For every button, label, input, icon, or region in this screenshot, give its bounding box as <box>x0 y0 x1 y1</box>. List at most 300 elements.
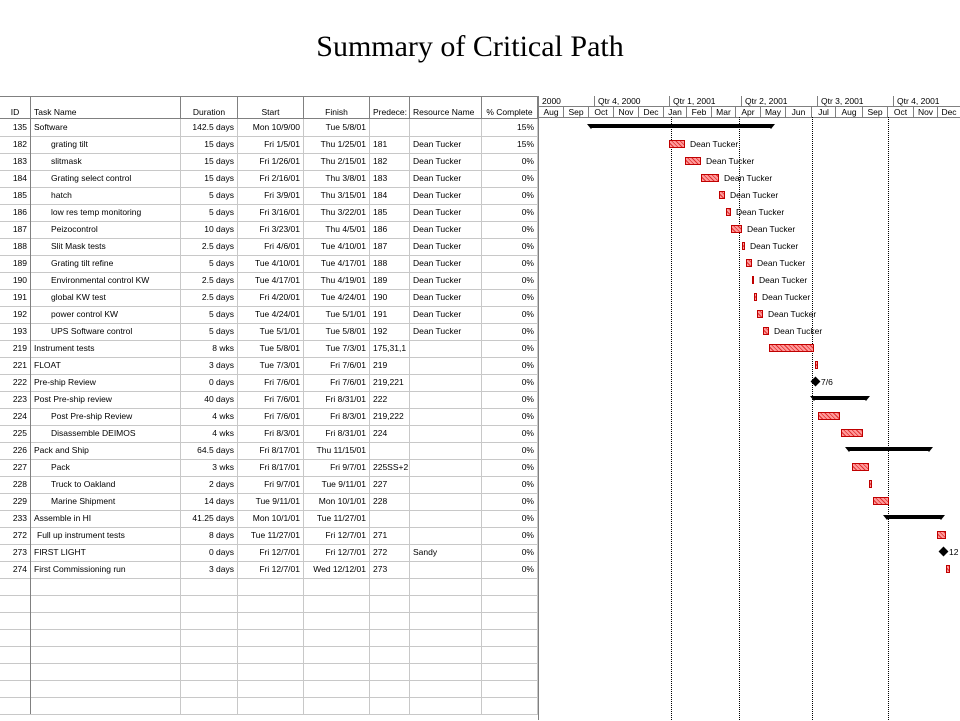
task-id <box>0 697 31 714</box>
task-predecessors: 191 <box>370 306 410 323</box>
gantt-bar-label: Dean Tucker <box>730 190 779 200</box>
timescale-quarter: Qtr 4, 2000 <box>595 96 670 106</box>
task-start <box>238 680 304 697</box>
task-start <box>238 629 304 646</box>
timescale-quarter: 2000 <box>539 96 595 106</box>
gantt-task-bar[interactable] <box>685 157 701 165</box>
table-row[interactable] <box>0 340 538 358</box>
quarter-divider <box>888 117 889 720</box>
task-id <box>0 646 31 663</box>
task-percent: 0% <box>482 340 538 357</box>
gantt-task-bar[interactable] <box>869 480 872 488</box>
gantt-task-bar[interactable] <box>754 293 757 301</box>
task-name: slitmask <box>31 153 181 170</box>
task-id: 273 <box>0 544 31 561</box>
task-id: 190 <box>0 272 31 289</box>
gantt-task-bar[interactable] <box>818 412 840 420</box>
task-predecessors: 184 <box>370 187 410 204</box>
task-predecessors: 222 <box>370 391 410 408</box>
task-resource: Dean Tucker <box>410 153 482 170</box>
gantt-task-bar[interactable] <box>946 565 950 573</box>
table-row[interactable] <box>0 629 538 647</box>
task-duration: 5 days <box>181 306 238 323</box>
task-name: Software <box>31 119 181 136</box>
task-predecessors: 227 <box>370 476 410 493</box>
task-resource <box>410 629 482 646</box>
gantt-bar-label: 12 <box>949 547 959 557</box>
task-percent: 0% <box>482 476 538 493</box>
gantt-task-bar[interactable] <box>757 310 763 318</box>
task-percent: 0% <box>482 374 538 391</box>
col-header-resource-name[interactable]: Resource Name <box>410 97 482 118</box>
table-row[interactable] <box>0 697 538 715</box>
table-row[interactable] <box>0 119 538 137</box>
task-id: 221 <box>0 357 31 374</box>
task-percent <box>482 595 538 612</box>
task-name <box>31 680 181 697</box>
gantt-bar-label: Dean Tucker <box>768 309 817 319</box>
task-id: 184 <box>0 170 31 187</box>
task-percent: 0% <box>482 272 538 289</box>
col-header-task-name[interactable]: Task Name <box>31 97 181 118</box>
task-duration: 15 days <box>181 170 238 187</box>
timescale-month: Oct <box>589 106 614 117</box>
task-resource <box>410 357 482 374</box>
table-row[interactable] <box>0 255 538 273</box>
gantt-task-bar[interactable] <box>719 191 725 199</box>
task-id: 186 <box>0 204 31 221</box>
task-start <box>238 595 304 612</box>
task-resource: Dean Tucker <box>410 238 482 255</box>
task-resource <box>410 493 482 510</box>
table-row[interactable] <box>0 544 538 562</box>
task-finish <box>304 578 370 595</box>
task-finish: Tue 4/24/01 <box>304 289 370 306</box>
task-start: Fri 3/16/01 <box>238 204 304 221</box>
task-duration: 4 wks <box>181 425 238 442</box>
task-finish: Fri 7/6/01 <box>304 357 370 374</box>
gantt-bar-label: Dean Tucker <box>724 173 773 183</box>
task-finish <box>304 629 370 646</box>
task-percent: 0% <box>482 238 538 255</box>
timescale-quarter: Qtr 4, 2001 <box>894 96 960 106</box>
task-id: 229 <box>0 493 31 510</box>
task-id: 227 <box>0 459 31 476</box>
task-predecessors <box>370 119 410 136</box>
timescale-month: Jul <box>812 106 836 117</box>
col-header-percent-complete[interactable]: % Complete <box>482 97 538 118</box>
task-percent: 0% <box>482 255 538 272</box>
task-predecessors: 185 <box>370 204 410 221</box>
task-finish: Fri 9/7/01 <box>304 459 370 476</box>
table-row[interactable] <box>0 187 538 205</box>
task-percent: 0% <box>482 391 538 408</box>
task-name: Assemble in HI <box>31 510 181 527</box>
timescale-month: Mar <box>712 106 736 117</box>
task-id <box>0 680 31 697</box>
table-row[interactable] <box>0 153 538 171</box>
gantt-task-bar[interactable] <box>852 463 869 471</box>
task-name: Post Pre-ship review <box>31 391 181 408</box>
task-name: Post Pre-ship Review <box>31 408 181 425</box>
task-predecessors <box>370 663 410 680</box>
quarter-divider <box>671 117 672 720</box>
task-id: 272 <box>0 527 31 544</box>
task-predecessors <box>370 595 410 612</box>
task-resource: Dean Tucker <box>410 272 482 289</box>
task-percent: 0% <box>482 357 538 374</box>
task-percent: 0% <box>482 289 538 306</box>
task-duration <box>181 680 238 697</box>
gantt-task-bar[interactable] <box>752 276 754 284</box>
timescale-month: Apr <box>736 106 761 117</box>
task-percent <box>482 578 538 595</box>
task-start: Fri 4/20/01 <box>238 289 304 306</box>
table-row[interactable] <box>0 527 538 545</box>
task-duration: 3 days <box>181 561 238 578</box>
quarter-divider <box>812 117 813 720</box>
task-resource: Dean Tucker <box>410 289 482 306</box>
task-finish: Fri 8/3/01 <box>304 408 370 425</box>
task-start: Fri 8/17/01 <box>238 442 304 459</box>
task-resource <box>410 595 482 612</box>
task-id <box>0 629 31 646</box>
task-predecessors: 219,221 <box>370 374 410 391</box>
timescale-quarter: Qtr 2, 2001 <box>742 96 818 106</box>
task-start: Fri 12/7/01 <box>238 544 304 561</box>
gantt-chart <box>538 96 960 720</box>
gantt-task-bar[interactable] <box>763 327 769 335</box>
task-resource: Dean Tucker <box>410 255 482 272</box>
task-id <box>0 663 31 680</box>
gantt-task-bar[interactable] <box>742 242 745 250</box>
task-start: Fri 4/6/01 <box>238 238 304 255</box>
task-resource <box>410 374 482 391</box>
task-start <box>238 697 304 714</box>
task-name <box>31 612 181 629</box>
table-row[interactable] <box>0 306 538 324</box>
gantt-summary-bar[interactable] <box>814 396 866 400</box>
task-start <box>238 663 304 680</box>
task-percent: 0% <box>482 170 538 187</box>
task-name: Slit Mask tests <box>31 238 181 255</box>
task-name <box>31 578 181 595</box>
task-percent: 0% <box>482 306 538 323</box>
timescale-month: Aug <box>539 106 564 117</box>
task-name: Marine Shipment <box>31 493 181 510</box>
table-row[interactable] <box>0 221 538 239</box>
task-percent: 15% <box>482 136 538 153</box>
task-duration <box>181 612 238 629</box>
table-row[interactable] <box>0 204 538 222</box>
gantt-milestone[interactable] <box>939 547 949 557</box>
table-row[interactable] <box>0 612 538 630</box>
task-predecessors: 187 <box>370 238 410 255</box>
task-name: global KW test <box>31 289 181 306</box>
task-name <box>31 663 181 680</box>
task-duration: 41.25 days <box>181 510 238 527</box>
task-duration <box>181 697 238 714</box>
task-percent: 0% <box>482 323 538 340</box>
task-name: Pack <box>31 459 181 476</box>
task-resource <box>410 527 482 544</box>
task-percent: 0% <box>482 204 538 221</box>
task-resource <box>410 646 482 663</box>
task-percent <box>482 646 538 663</box>
task-id: 187 <box>0 221 31 238</box>
gantt-task-bar[interactable] <box>937 531 946 539</box>
timescale-month: Sep <box>564 106 589 117</box>
task-resource <box>410 510 482 527</box>
task-predecessors: 186 <box>370 221 410 238</box>
task-start: Fri 8/17/01 <box>238 459 304 476</box>
table-row[interactable] <box>0 357 538 375</box>
task-duration <box>181 595 238 612</box>
gantt-bar-label: Dean Tucker <box>750 241 799 251</box>
table-row[interactable] <box>0 459 538 477</box>
task-predecessors <box>370 680 410 697</box>
table-row[interactable] <box>0 408 538 426</box>
table-row[interactable] <box>0 578 538 596</box>
gantt-summary-bar[interactable] <box>849 447 929 451</box>
table-row[interactable] <box>0 493 538 511</box>
table-row[interactable] <box>0 136 538 154</box>
task-name <box>31 595 181 612</box>
task-finish: Thu 3/15/01 <box>304 187 370 204</box>
task-duration: 5 days <box>181 255 238 272</box>
task-duration: 40 days <box>181 391 238 408</box>
task-resource <box>410 442 482 459</box>
gantt-task-bar[interactable] <box>731 225 742 233</box>
task-duration: 142.5 days <box>181 119 238 136</box>
task-start: Fri 7/6/01 <box>238 408 304 425</box>
task-resource <box>410 612 482 629</box>
task-name: Disassemble DEIMOS <box>31 425 181 442</box>
task-start <box>238 578 304 595</box>
task-id: 188 <box>0 238 31 255</box>
task-name: Peizocontrol <box>31 221 181 238</box>
table-header <box>0 97 538 119</box>
task-finish: Fri 12/7/01 <box>304 527 370 544</box>
task-id: 189 <box>0 255 31 272</box>
gantt-task-bar[interactable] <box>746 259 752 267</box>
col-header-finish[interactable]: Finish <box>304 97 370 118</box>
gantt-task-bar[interactable] <box>873 497 889 505</box>
col-header-duration[interactable]: Duration <box>181 97 238 118</box>
col-header-predecessors[interactable]: Predece: <box>370 97 410 118</box>
task-predecessors <box>370 442 410 459</box>
task-percent <box>482 629 538 646</box>
task-finish: Thu 3/8/01 <box>304 170 370 187</box>
task-finish: Tue 4/17/01 <box>304 255 370 272</box>
task-duration: 14 days <box>181 493 238 510</box>
task-predecessors <box>370 612 410 629</box>
task-duration: 8 wks <box>181 340 238 357</box>
table-row[interactable] <box>0 561 538 579</box>
task-predecessors <box>370 578 410 595</box>
task-duration <box>181 578 238 595</box>
task-name: Full up instrument tests <box>31 527 181 544</box>
task-percent <box>482 680 538 697</box>
task-finish: Thu 4/19/01 <box>304 272 370 289</box>
task-start: Tue 5/1/01 <box>238 323 304 340</box>
task-predecessors <box>370 629 410 646</box>
task-id: 224 <box>0 408 31 425</box>
task-resource: Dean Tucker <box>410 221 482 238</box>
task-percent <box>482 663 538 680</box>
task-finish <box>304 697 370 714</box>
task-resource: Dean Tucker <box>410 170 482 187</box>
task-resource <box>410 391 482 408</box>
task-duration: 2 days <box>181 476 238 493</box>
task-finish: Fri 8/31/01 <box>304 425 370 442</box>
table-row[interactable] <box>0 238 538 256</box>
task-duration: 8 days <box>181 527 238 544</box>
table-row[interactable] <box>0 646 538 664</box>
gantt-bar-label: Dean Tucker <box>757 258 806 268</box>
task-start <box>238 612 304 629</box>
table-row[interactable] <box>0 323 538 341</box>
task-resource: Dean Tucker <box>410 187 482 204</box>
task-resource: Dean Tucker <box>410 323 482 340</box>
gantt-task-bar[interactable] <box>669 140 685 148</box>
task-duration <box>181 646 238 663</box>
task-percent: 0% <box>482 510 538 527</box>
task-resource <box>410 697 482 714</box>
task-id: 228 <box>0 476 31 493</box>
task-finish: Thu 4/5/01 <box>304 221 370 238</box>
task-name <box>31 646 181 663</box>
task-start: Fri 2/16/01 <box>238 170 304 187</box>
task-id: 274 <box>0 561 31 578</box>
task-start: Fri 8/3/01 <box>238 425 304 442</box>
task-duration: 5 days <box>181 204 238 221</box>
table-row[interactable] <box>0 425 538 443</box>
task-id: 182 <box>0 136 31 153</box>
timescale-month: Dec <box>938 106 960 117</box>
task-name: Grating tilt refine <box>31 255 181 272</box>
task-finish: Tue 4/10/01 <box>304 238 370 255</box>
task-start: Fri 7/6/01 <box>238 374 304 391</box>
col-header-start[interactable]: Start <box>238 97 304 118</box>
task-name: hatch <box>31 187 181 204</box>
task-finish <box>304 680 370 697</box>
timescale-month: Oct <box>888 106 914 117</box>
task-predecessors: 228 <box>370 493 410 510</box>
task-predecessors: 183 <box>370 170 410 187</box>
gantt-bar-label: Dean Tucker <box>736 207 785 217</box>
task-id <box>0 612 31 629</box>
gantt-bar-label: Dean Tucker <box>706 156 755 166</box>
task-finish: Tue 11/27/01 <box>304 510 370 527</box>
task-start: Fri 1/26/01 <box>238 153 304 170</box>
task-duration: 0 days <box>181 544 238 561</box>
gantt-bar-label: Dean Tucker <box>762 292 811 302</box>
task-duration: 4 wks <box>181 408 238 425</box>
table-row[interactable] <box>0 170 538 188</box>
task-predecessors: 273 <box>370 561 410 578</box>
task-start: Tue 5/8/01 <box>238 340 304 357</box>
gantt-bar-label: Dean Tucker <box>747 224 796 234</box>
task-name: Truck to Oakland <box>31 476 181 493</box>
task-percent: 0% <box>482 527 538 544</box>
gantt-summary-bar[interactable] <box>591 124 771 128</box>
gantt-task-bar[interactable] <box>841 429 863 437</box>
task-start: Tue 4/10/01 <box>238 255 304 272</box>
task-finish: Mon 10/1/01 <box>304 493 370 510</box>
timescale-month: Nov <box>614 106 639 117</box>
task-name: FIRST LIGHT <box>31 544 181 561</box>
table-row[interactable] <box>0 442 538 460</box>
task-start: Fri 9/7/01 <box>238 476 304 493</box>
gantt-task-bar[interactable] <box>815 361 818 369</box>
table-row[interactable] <box>0 391 538 409</box>
task-name: power control KW <box>31 306 181 323</box>
task-start: Mon 10/1/01 <box>238 510 304 527</box>
table-row[interactable] <box>0 374 538 392</box>
task-finish: Thu 2/15/01 <box>304 153 370 170</box>
task-start: Fri 7/6/01 <box>238 391 304 408</box>
task-percent: 0% <box>482 459 538 476</box>
task-resource <box>410 425 482 442</box>
task-predecessors: 190 <box>370 289 410 306</box>
task-resource <box>410 476 482 493</box>
task-percent: 0% <box>482 493 538 510</box>
table-row[interactable] <box>0 476 538 494</box>
gantt-task-bar[interactable] <box>769 344 814 352</box>
task-predecessors: 182 <box>370 153 410 170</box>
timescale-month: Jan <box>664 106 687 117</box>
task-duration: 2.5 days <box>181 272 238 289</box>
gantt-task-bar[interactable] <box>726 208 731 216</box>
task-predecessors: 224 <box>370 425 410 442</box>
task-finish: Thu 3/22/01 <box>304 204 370 221</box>
task-id <box>0 578 31 595</box>
task-name: Pack and Ship <box>31 442 181 459</box>
gantt-bar-label: 7/6 <box>821 377 833 387</box>
task-start: Mon 10/9/00 <box>238 119 304 136</box>
task-finish: Thu 11/15/01 <box>304 442 370 459</box>
table-row[interactable] <box>0 510 538 528</box>
task-id: 191 <box>0 289 31 306</box>
task-start: Fri 1/5/01 <box>238 136 304 153</box>
task-finish: Fri 8/31/01 <box>304 391 370 408</box>
col-header-id[interactable]: ID <box>0 97 31 118</box>
task-finish <box>304 595 370 612</box>
task-predecessors: 219 <box>370 357 410 374</box>
gantt-bar-label: Dean Tucker <box>774 326 823 336</box>
task-name: Environmental control KW <box>31 272 181 289</box>
task-start: Tue 9/11/01 <box>238 493 304 510</box>
task-finish: Tue 5/1/01 <box>304 306 370 323</box>
gantt-summary-bar[interactable] <box>887 515 941 519</box>
task-percent: 0% <box>482 221 538 238</box>
task-resource <box>410 119 482 136</box>
task-resource <box>410 663 482 680</box>
task-resource: Dean Tucker <box>410 136 482 153</box>
table-row[interactable] <box>0 289 538 307</box>
task-name: low res temp monitoring <box>31 204 181 221</box>
task-finish: Fri 12/7/01 <box>304 544 370 561</box>
gantt-task-bar[interactable] <box>701 174 719 182</box>
task-name <box>31 697 181 714</box>
table-row[interactable] <box>0 595 538 613</box>
table-row[interactable] <box>0 272 538 290</box>
table-row[interactable] <box>0 663 538 681</box>
task-id: 226 <box>0 442 31 459</box>
task-duration: 5 days <box>181 187 238 204</box>
table-row[interactable] <box>0 680 538 698</box>
